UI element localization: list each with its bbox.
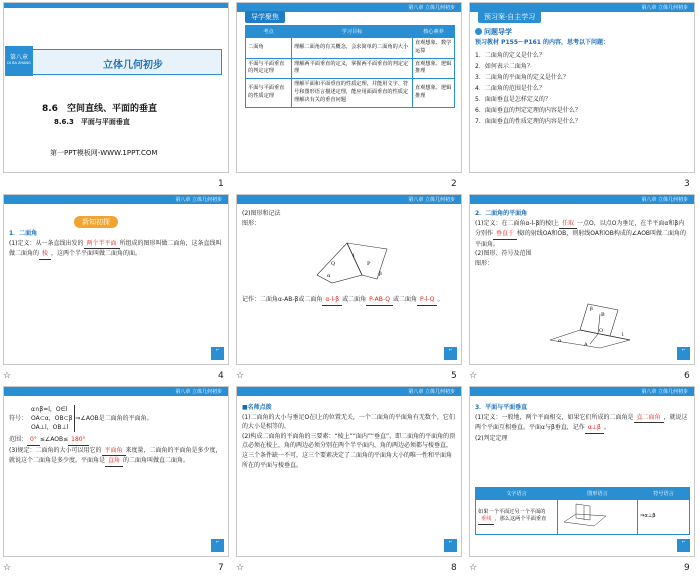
figure-label-beta: β [379,271,382,277]
condition-line: OA⊂α，OB⊂β [31,415,73,422]
slide-number: 1 [218,179,224,189]
objectives-table [245,25,455,108]
answer-blank: P-AB-Q [366,295,393,306]
text-run: 的二面角叫做直二面角。 [123,457,190,465]
answer-blank: P-l-Q [417,295,437,306]
figure-label: 图形： [475,259,494,267]
figure-label-q: Q [331,261,336,267]
text-run: 。 [437,296,444,303]
symbol-text: ⇒α⊥β [640,513,656,519]
chapter-tag: 第八章 立体几何初步 [641,5,688,11]
answer-blank: 0° [27,435,40,446]
answer-blank: 180° [68,435,88,446]
condition-line: OA⊥l，OB⊥l [31,424,69,431]
slide-number: 5 [451,371,457,381]
list-item: 7．面面垂直的性质定理的内容是什么？ [475,118,581,126]
range-line [9,435,223,446]
new-knowledge-banner [74,209,118,228]
slide-header-bar [4,195,228,204]
thumbnail-cell-4[interactable] [0,192,233,384]
chapter-badge [5,46,33,76]
slide-body [9,229,223,260]
thumbnail-cell-1[interactable] [0,0,233,192]
slide-body [242,209,456,228]
section-heading: 1．二面角 [9,230,38,237]
text-run: (3)规定：二面角的大小可以用它的 [9,446,102,454]
range-label: 范围： [9,436,28,443]
symbol-conditions [31,405,75,432]
figure-label-o: O [599,328,604,334]
symbol-result: ⇒∠AOB是二面角的平面角。 [75,414,153,422]
column-header: 考点 [246,26,292,38]
table-cell: 平面与平面垂直的性质定理 [246,79,292,107]
table-row [246,79,455,107]
text-run: 棱l的射线OA和OB，则射线OA和OB构成的∠AOB叫做二面角的平面角。 [475,230,687,248]
answer-blank: 垂线 [478,516,494,525]
text-run: ，这两个半平面叫做二面角的面。 [51,250,142,258]
text-run: ，那么这两个平面垂直 [494,516,547,523]
symbol-block [9,405,223,432]
slide-4[interactable] [3,194,229,365]
slide-2[interactable] [236,2,462,173]
slide-number: 3 [684,179,690,189]
list-item: 2．如何表示二面角？ [475,62,533,70]
star-icon: ☆ [469,371,478,381]
thumbnail-cell-6[interactable] [466,192,699,384]
chapter-tag: 第八章 立体几何初步 [408,5,455,11]
chapter-tag: 第八章 立体几何初步 [641,389,688,395]
text-run: (1)定义：从一条直线出发的 [9,239,84,247]
thumbnail-cell-3[interactable] [466,0,699,192]
section-banner: 导学聚焦 [245,11,285,23]
answer-blank: 任取 [559,219,577,230]
text-run: 记作：二面角α-AB-β或二面角 [242,296,323,303]
text-run: 。 [603,424,610,432]
subheading: (2)图形、符号及范围 [475,250,532,258]
theorem-table [475,487,690,535]
slide-body [9,405,223,467]
table-cell: 理解两平面垂直的定义，掌握两平面垂直的判定定理 [292,58,413,79]
slide-header-bar [237,195,461,204]
slide-9[interactable] [469,386,695,557]
preview-intro: 预习教材 P155～P161 的内容，思考以下问题： [475,39,610,47]
answer-blank: 平面角 [102,446,126,457]
subsection-title: 8.6.3 平面与平面垂直 [54,118,130,126]
symbol-label: 符号： [9,414,28,422]
section-heading: 2．二面角的平面角 [475,210,528,217]
answer-blank: α⊥β [585,423,604,434]
answer-blank: 两个半平面 [84,239,120,250]
answer-blank: 棱 [39,249,51,260]
slide-header-bar [470,387,694,396]
return-icon: ↩ [215,347,220,352]
template-footer: 第一PPT模板网-WWW.1PPT.COM [50,149,158,157]
return-button[interactable] [211,347,224,360]
table-row [246,38,455,59]
list-item: 4．二面角的范围是什么？ [475,85,545,93]
return-button[interactable] [444,347,457,360]
list-item: 3．二面角的平面角的定义是什么？ [475,73,569,81]
return-icon: ↩ [448,347,453,352]
text-run: 如果一个平面过另一个平面的 [478,508,546,515]
table-row [476,500,690,535]
table-row [246,58,455,79]
slide-8[interactable] [236,386,462,557]
question-list [475,50,689,128]
figure-label-b: B [601,312,605,318]
figure-label-alpha: α [327,273,331,279]
return-button[interactable] [444,539,457,552]
table-cell: 理解平面和平面垂直的性质定理，并能用文字、符号和图形语言描述定理，能应用面面垂直的性质定理解决有关的垂直问题 [292,79,413,107]
note-paragraph: (1)二面角的大小与垂足O在l上的位置无关，一个二面角的平面角有无数个，它们的大小是相等的。 [242,413,455,431]
dihedral-angle-figure [307,235,397,285]
answer-blank: α-l-β [322,295,342,306]
text-run: 一点O，以点O为垂足，在半平面α和β内分别作 [475,219,685,238]
text-run: (1)定义：一般地，两个平面相交，如果它们所成的二面角是 [475,413,634,421]
slide-header-bar [4,387,228,396]
slide-5[interactable] [236,194,462,365]
return-icon: ↩ [681,539,686,544]
notation-paragraph [242,295,456,306]
slide-number: 8 [451,563,457,573]
list-item: 5．面面垂直是怎样定义的？ [475,96,551,104]
column-header: 文字语言 [476,488,558,500]
condition-line: α∩β=l，O∈l [31,406,68,413]
thumbnail-cell-2[interactable] [233,0,466,192]
star-icon: ☆ [469,563,478,573]
table-cell: 二面角 [246,38,292,59]
text-run: 所组成的图形叫做二面角，这条直线叫做二面角的 [9,239,222,258]
section-title: 8.6 空间直线、平面的垂直 [42,104,157,114]
slide-body [242,403,456,470]
star-icon: ☆ [236,371,245,381]
slide-1[interactable] [3,2,229,173]
section-heading: (2)图形和记法 [242,210,281,217]
section-heading: 3．平面与平面垂直 [475,404,528,411]
symbol-language-cell [638,500,690,535]
table-cell: 直观想象、逻辑推理 [413,58,455,79]
column-header: 图形语言 [558,488,638,500]
text-run: ≤∠AOB≤ [39,436,69,443]
text-run: (1)定义：在二面角α-l-β的棱l上 [475,219,559,227]
text-run: ，就说这两个平面互相垂直。平面α与β垂直，记作 [475,413,688,432]
text-run: 或二面角 [342,296,367,303]
chapter-badge-text: 第八章 [9,54,28,61]
text-language-cell [476,500,558,535]
thumbnail-cell-9[interactable] [466,384,699,576]
definition-paragraph [475,219,689,250]
star-icon: ☆ [236,563,245,573]
answer-blank: 垂直于 [493,229,517,240]
slide-body [475,27,689,127]
slide-header-bar [237,387,461,396]
note-paragraph: (2)构成二面角的平面角的三要素：“棱上”“面内”“垂直”，即二面角的平面角的顶点必须在棱上，角的两边必须分别在两个半平面内，角的两边必须都与棱垂直，这三个条件缺一不可，这三个要素决定了二面角的平面角大小的唯一性和平面角所在的平面与棱垂直。 [242,432,456,469]
chapter-title: 立体几何初步 [103,60,163,71]
figure-label-l: l [353,253,355,259]
return-button[interactable] [677,539,690,552]
figure-language-cell [558,500,638,535]
answer-blank: 直二面角 [634,413,664,424]
table-cell: 理解二面角的有关概念，会求简单的二面角的大小 [292,38,413,59]
return-icon: ↩ [448,539,453,544]
thumbnail-cell-7[interactable] [0,384,233,576]
figure-label: 图形： [242,219,261,227]
answer-blank: 直角 [105,456,123,467]
slide-7[interactable] [3,386,229,557]
figure-label-p: P [367,261,371,267]
table-cell: 平面与平面垂直的判定定理 [246,58,292,79]
slide-6[interactable] [469,194,695,365]
slide-body [475,403,689,443]
return-button[interactable] [211,539,224,552]
column-header: 符号语言 [638,488,690,500]
top-accent-bar [4,3,229,8]
rule-paragraph [9,446,223,467]
column-header: 核心素养 [413,26,455,38]
star-icon: ☆ [3,563,12,573]
section-banner: 预习案·自主学习 [478,11,541,23]
slide-number: 9 [684,563,690,573]
figure-label-a: A [584,342,588,348]
column-header: 学习目标 [292,26,413,38]
chapter-tag: 第八章 立体几何初步 [408,389,455,395]
perpendicular-planes-figure [560,502,610,528]
definition-paragraph [475,413,689,434]
thumbnail-cell-5[interactable] [233,192,466,384]
return-button[interactable] [677,347,690,360]
figure-label-l: l [622,332,624,338]
chapter-tag: 第八章 立体几何初步 [175,197,222,203]
thumbnail-cell-8[interactable] [233,384,466,576]
section-heading: ■名师点拨 [242,404,272,411]
text-run: 或二面角 [393,296,418,303]
slide-number: 6 [684,371,690,381]
slide-number: 2 [451,179,457,189]
list-item: 1．二面角的定义是什么？ [475,51,545,59]
figure-label-alpha: α [558,338,562,344]
question-title-text: 问题导学 [484,28,512,36]
chapter-banner [7,49,222,75]
slide-header-bar [470,195,694,204]
slide-number: 7 [218,563,224,573]
table-cell: 直观想象、数学运算 [413,38,455,59]
banner-label: 新知初探 [74,216,118,228]
question-icon [475,28,482,35]
table-cell: 直观想象、逻辑推理 [413,79,455,107]
subheading: (2)判定定理 [475,434,508,442]
text-run: 来度量，二面角的平面角是多少度，就说这个二面角是多少度。平面角是 [9,446,222,465]
slide-number: 4 [218,371,224,381]
chapter-tag: 第八章 立体几何初步 [408,197,455,203]
definition-paragraph [9,239,223,260]
chapter-badge-sub: DI BA ZHANG [7,61,31,65]
slide-3[interactable] [469,2,695,173]
chapter-tag: 第八章 立体几何初步 [175,389,222,395]
list-item: 6．面面垂直的判定定理的内容是什么？ [475,107,581,115]
plane-angle-figure [540,300,640,350]
return-icon: ↩ [215,539,220,544]
star-icon: ☆ [3,371,12,381]
slide-body [475,209,689,269]
return-icon: ↩ [681,347,686,352]
figure-label-beta: β [590,306,593,312]
chapter-tag: 第八章 立体几何初步 [641,197,688,203]
question-title [475,27,689,38]
